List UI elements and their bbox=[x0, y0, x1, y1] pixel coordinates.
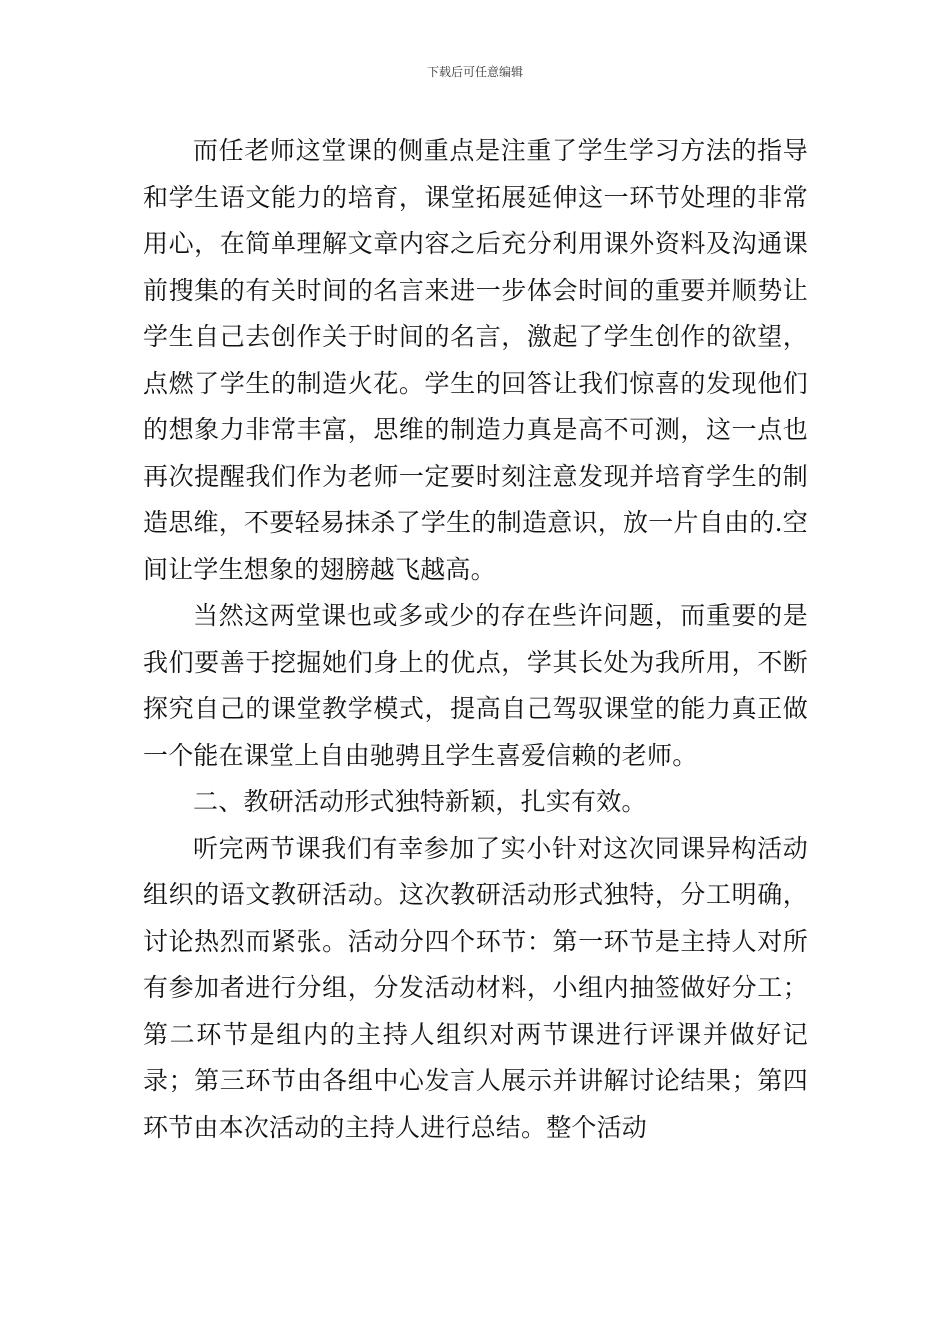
header-note: 下载后可任意编辑 bbox=[426, 65, 523, 79]
paragraph: 当然这两堂课也或多或少的存在些许问题，而重要的是我们要善于挖掘她们身上的优点，学其长处为我所用，不断探究自己的课堂教学模式，提高自己驾驭课堂的能力真正做一个能在课堂上自由驰骋且学生喜爱信赖的老师。 bbox=[143, 601, 808, 770]
section-heading: 二、教研活动形式独特新颖，扎实有效。 bbox=[193, 787, 647, 816]
paragraph: 而任老师这堂课的侧重点是注重了学生学习方法的指导和学生语文能力的培育，课堂拓展延伸这一环节处理的非常用心，在简单理解文章内容之后充分利用课外资料及沟通课前搜集的有关时间的名言来进一步体会时间的重要并顺势让学生自己去创作关于时间的名言，激起了学生创作的欲望，点燃了学生的制造火花。学生的回答让我们惊喜的发现他们的想象力非常丰富，思维的制造力真是高不可测，这一点也再次提醒我们作为老师一定要时刻注意发现并培育学生的制造思维，不要轻易抹杀了学生的制造意识，放一片自由的.空间让学生想象的翅膀越飞越高。 bbox=[143, 136, 808, 584]
document-body bbox=[143, 128, 808, 1151]
paragraph: 听完两节课我们有幸参加了实小针对这次同课异构活动组织的语文教研活动。这次教研活动形式独特，分工明确，讨论热烈而紧张。活动分四个环节：第一环节是主持人对所有参加者进行分组，分发活动材料，小组内抽签做好分工；第二环节是组内的主持人组织对两节课进行评课并做好记录；第三环节由各组中心发言人展示并讲解讨论结果；第四环节由本次活动的主持人进行总结。整个活动 bbox=[143, 833, 808, 1142]
